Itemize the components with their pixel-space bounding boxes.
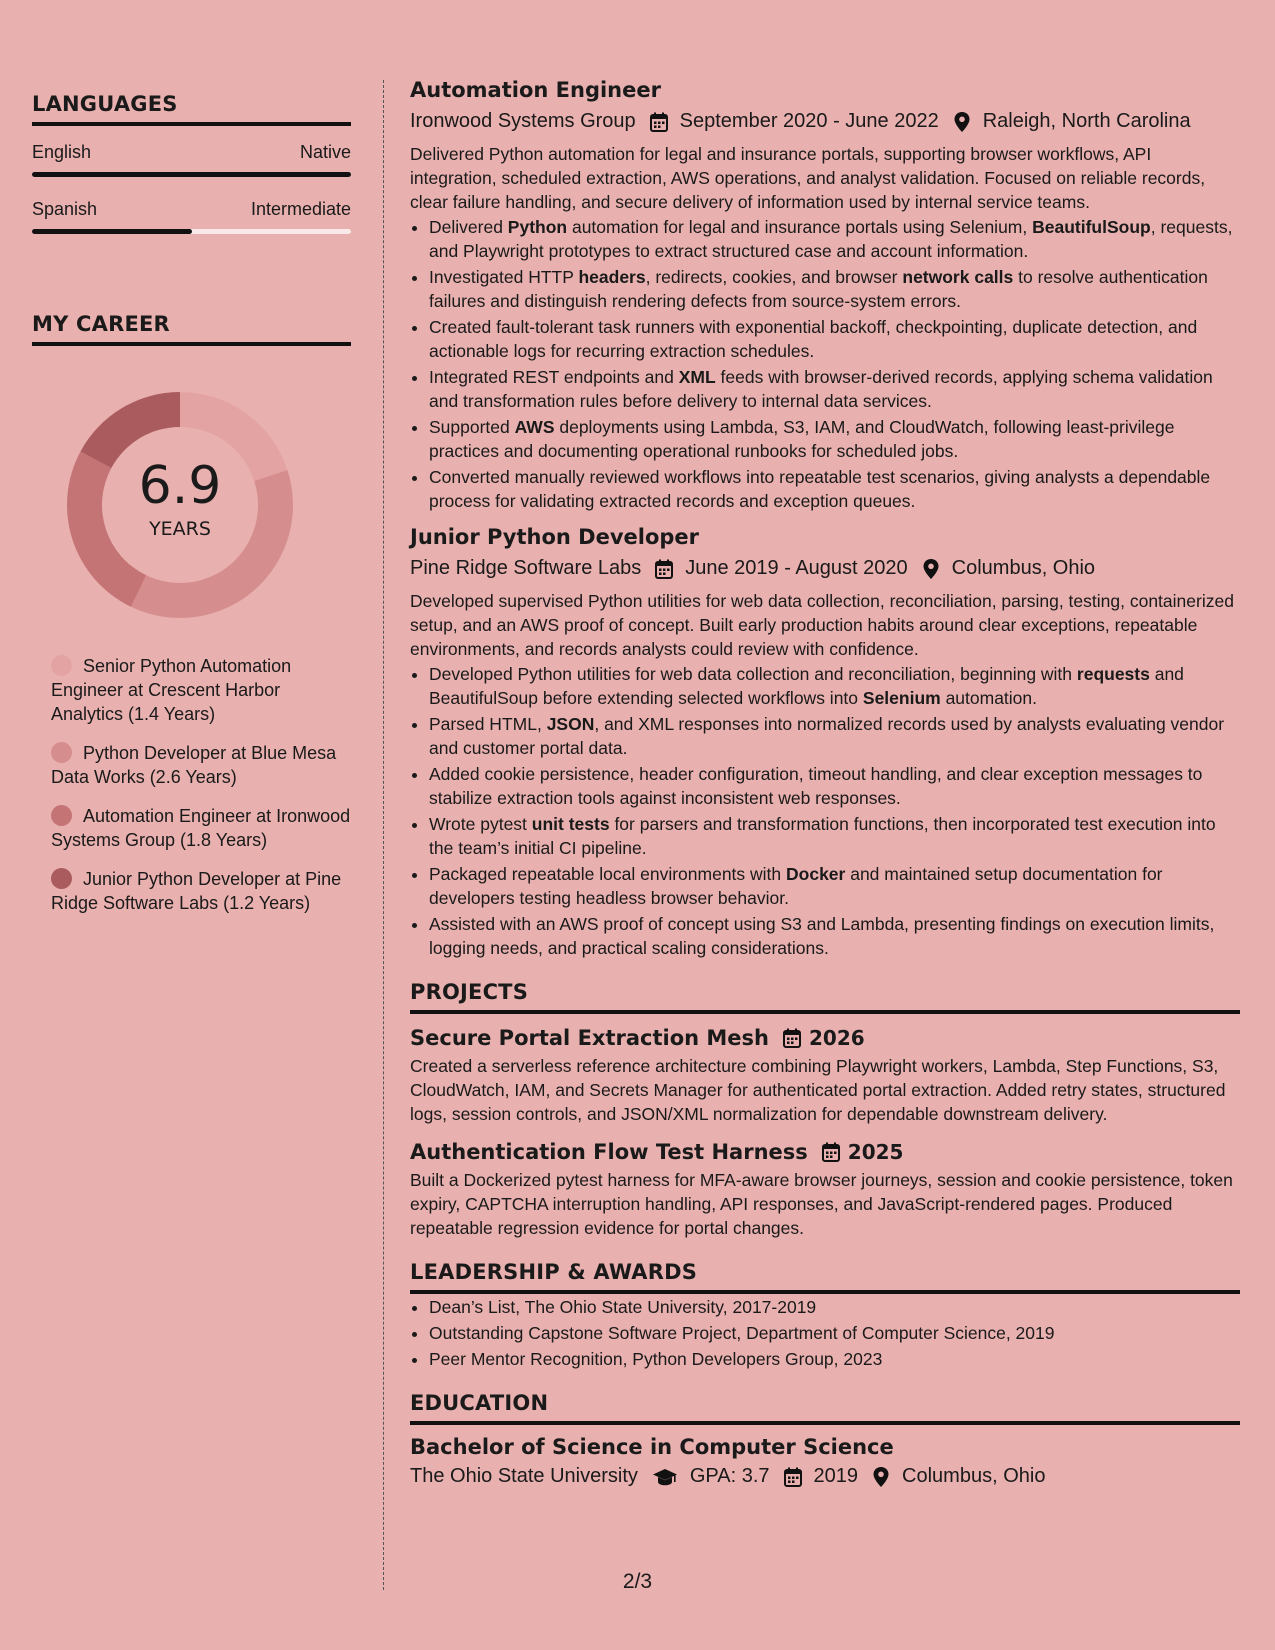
career-total-unit: YEARS (149, 518, 211, 540)
job-bullet: • Investigated HTTP headers, redirects, cookies, and browser network calls to resolve authentication failures and distinguish rendering defects from source-system errors. (429, 265, 1240, 313)
language-item (32, 199, 351, 234)
experience-entry (410, 525, 1240, 960)
gpa: GPA: 3.7 (689, 1465, 770, 1487)
language-name: Spanish (32, 199, 98, 219)
project-header (410, 1026, 1240, 1050)
job-meta (410, 557, 1240, 580)
bold-keyword: headers (578, 267, 646, 287)
job-title: Automation Engineer (410, 78, 661, 102)
degree-title: Bachelor of Science in Computer Science (410, 1435, 894, 1459)
project-header (410, 1140, 1240, 1164)
project-entry (410, 1140, 1240, 1240)
job-bullet: • Integrated REST endpoints and XML feeds with browser-derived records, applying schema validation and transformation rules before delivery to internal data services. (429, 365, 1240, 413)
company-name: Pine Ridge Software Labs (410, 557, 642, 579)
legend-item (51, 867, 351, 915)
job-meta (410, 110, 1240, 133)
bold-keyword: network calls (902, 267, 1014, 287)
project-year: 2026 (809, 1026, 865, 1050)
job-bullet: • Created fault-tolerant task runners with exponential backoff, checkpointing, duplicate detection, and actionable logs for recurring extraction schedules. (429, 315, 1240, 363)
project-name: Secure Portal Extraction Mesh (410, 1026, 769, 1050)
bold-keyword: Docker (786, 864, 846, 884)
legend-item (51, 804, 351, 852)
job-bullet: • Delivered Python automation for legal and insurance portals using Selenium, BeautifulSoup, requests, and Playwright prototypes to extract structured case and account information. (429, 215, 1240, 263)
job-bullet: • Supported AWS deployments using Lambda, S3, IAM, and CloudWatch, following least-privilege practices and documenting operational runbooks for scheduled jobs. (429, 415, 1240, 463)
award-item: • Peer Mentor Recognition, Python Developers Group, 2023 (429, 1347, 1240, 1371)
bold-keyword: AWS (514, 417, 555, 437)
legend-color-dot (51, 655, 72, 676)
awards-section (410, 1260, 1240, 1371)
job-summary: Delivered Python automation for legal and insurance portals, supporting browser workflows, API integration, scheduled extraction, AWS operations, and analyst validation. Focused on reliable records, clear failure handling, and secure delivery of information used by internal service teams. (410, 144, 1206, 212)
job-location: Raleigh, North Carolina (982, 110, 1191, 132)
left-column (32, 92, 351, 930)
legend-label: Senior Python Automation Engineer at Crescent Harbor Analytics (1.4 Years) (51, 656, 292, 724)
legend-label: Junior Python Developer at Pine Ridge Software Labs (1.2 Years) (51, 869, 342, 913)
job-bullets (410, 215, 1240, 513)
bold-keyword: requests (1076, 664, 1150, 684)
education-title: EDUCATION (410, 1391, 1240, 1425)
legend-label: Automation Engineer at Ironwood Systems Group (1.8 Years) (51, 806, 351, 850)
school-name: The Ohio State University (410, 1465, 638, 1487)
award-item: • Dean’s List, The Ohio State University, 2017-2019 (429, 1295, 1240, 1319)
legend-color-dot (51, 868, 72, 889)
language-level: Intermediate (250, 199, 351, 219)
projects-title: PROJECTS (410, 980, 1240, 1014)
legend-item (51, 741, 351, 789)
bold-keyword: BeautifulSoup (1032, 217, 1151, 237)
job-bullet: • Converted manually reviewed workflows into repeatable test scenarios, giving analysts a dependable process for validating extracted records and exception queues. (429, 465, 1240, 513)
languages-title: LANGUAGES (32, 92, 351, 126)
legend-item (51, 654, 351, 726)
job-bullet: • Wrote pytest unit tests for parsers and transformation functions, then incorporated test execution into the team’s initial CI pipeline. (429, 812, 1240, 860)
career-legend (51, 654, 351, 915)
language-proficiency-fill (32, 172, 351, 177)
graduation-cap-icon (652, 1467, 678, 1487)
calendar-icon (784, 1467, 802, 1487)
experience-entry (410, 78, 1240, 513)
career-title: MY CAREER (32, 312, 351, 346)
graduation-year: 2019 (813, 1465, 859, 1487)
career-donut-chart (65, 390, 295, 620)
job-bullet: • Added cookie persistence, header configuration, timeout handling, and clear exception messages to stabilize extraction tools against inconsistent web responses. (429, 762, 1240, 810)
bold-keyword: Selenium (862, 688, 941, 708)
job-dates: June 2019 - August 2020 (685, 557, 908, 579)
bold-keyword: XML (678, 367, 716, 387)
job-bullet: • Developed Python utilities for web data collection and reconciliation, beginning with requests and BeautifulSoup before extending selected workflows into Selenium automation. (429, 662, 1240, 710)
education-entry (410, 1435, 1240, 1488)
location-pin-icon (922, 559, 940, 579)
awards-list (410, 1295, 1240, 1371)
calendar-icon (783, 1028, 801, 1048)
calendar-icon (822, 1142, 840, 1162)
project-description: Built a Dockerized pytest harness for MFA-aware browser journeys, session and cookie persistence, token expiry, CAPTCHA interruption handling, API responses, and JavaScript-rendered pages. Produced repeatable regression evidence for portal changes. (410, 1170, 1233, 1238)
column-divider (383, 80, 384, 1590)
job-dates: September 2020 - June 2022 (679, 110, 939, 132)
location-pin-icon (872, 1467, 890, 1487)
career-donut-center (65, 390, 295, 620)
legend-color-dot (51, 805, 72, 826)
page-number: 2/3 (622, 1570, 653, 1593)
calendar-icon (650, 112, 668, 132)
language-item (32, 142, 351, 177)
education-section (410, 1391, 1240, 1488)
projects-section (410, 980, 1240, 1240)
award-item: • Outstanding Capstone Software Project, Department of Computer Science, 2019 (429, 1321, 1240, 1345)
language-level: Native (299, 142, 351, 162)
job-title: Junior Python Developer (410, 525, 700, 549)
job-bullet: • Assisted with an AWS proof of concept using S3 and Lambda, presenting findings on execution limits, logging needs, and practical scaling considerations. (429, 912, 1240, 960)
job-bullets (410, 662, 1240, 960)
legend-color-dot (51, 742, 72, 763)
job-bullet: • Parsed HTML, JSON, and XML responses into normalized records used by analysts evaluating vendor and customer portal data. (429, 712, 1240, 760)
language-proficiency-bar (32, 172, 351, 177)
career-total-years: 6.9 (138, 456, 222, 516)
project-year: 2025 (847, 1140, 904, 1164)
legend-label: Python Developer at Blue Mesa Data Works (2.6 Years) (51, 743, 337, 787)
bold-keyword: unit tests (531, 814, 610, 834)
project-entry (410, 1026, 1240, 1126)
job-summary: Developed supervised Python utilities for web data collection, reconciliation, parsing, testing, containerized setup, and an AWS proof of concept. Built early production habits around clear exceptions, repeatable environments, and records analysts could review with confidence. (410, 591, 1234, 659)
language-name: English (32, 142, 92, 162)
right-column (410, 78, 1240, 1488)
language-proficiency-bar (32, 229, 351, 234)
company-name: Ironwood Systems Group (410, 110, 636, 132)
education-meta (410, 1465, 1240, 1488)
job-location: Columbus, Ohio (951, 557, 1096, 579)
awards-title: LEADERSHIP & AWARDS (410, 1260, 1240, 1294)
project-name: Authentication Flow Test Harness (410, 1140, 808, 1164)
job-bullet: • Packaged repeatable local environments with Docker and maintained setup documentation for developers testing headless browser behavior. (429, 862, 1240, 910)
bold-keyword: JSON (546, 714, 595, 734)
project-description: Created a serverless reference architecture combining Playwright workers, Lambda, Step Functions, S3, CloudWatch, IAM, and Secrets Manager for authenticated portal extraction. Added retry states, structured logs, session controls, and JSON/XML normalization for dependable downstream delivery. (410, 1056, 1226, 1124)
school-location: Columbus, Ohio (902, 1465, 1046, 1487)
location-pin-icon (953, 112, 971, 132)
calendar-icon (655, 559, 673, 579)
bold-keyword: Python (507, 217, 568, 237)
language-proficiency-fill (32, 229, 192, 234)
